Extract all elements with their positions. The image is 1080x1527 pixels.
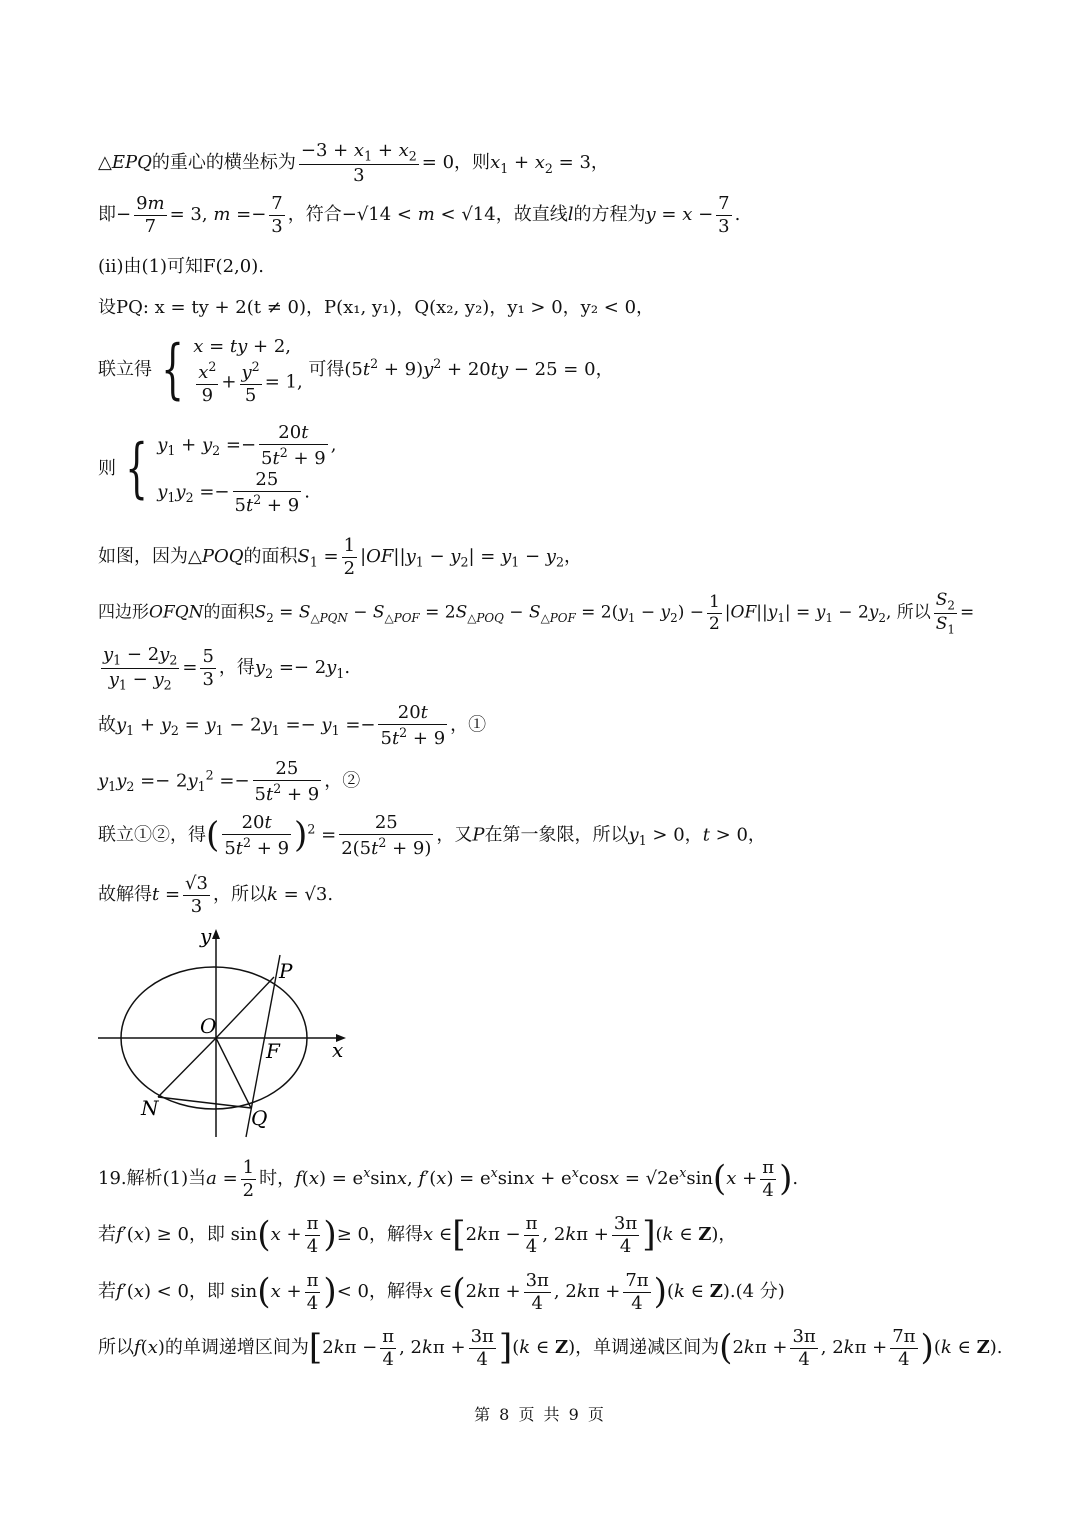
line-17: 所以f(x)的单调递增区间为[2kπ − $\frac{\pi}{4}$ , 2kπ + $\frac{3\pi}{4}$ ](k ∈ Z)，单调递减区间为(2kπ + $\frac{3\pi}{4}$ , 2kπ + $\frac{7\pi}{4}$ )(k ∈ Z). xyxy=(98,1326,1003,1370)
label-o: O xyxy=(200,1014,217,1038)
line-10: 故$y_1 + y_2 = y_1 - 2y_1 =- y_1$ =− $\frac{20t}{5t^2 + 9}$ ，① xyxy=(98,702,487,749)
line-15: 若f′(x) ≥ 0，即 sin(x + $\frac{\pi}{4}$ )≥ 0，解得x ∈[2kπ − $\frac{\pi}{4}$ , 2kπ + $\frac{3\pi}{4}$ ](k ∈ Z)， xyxy=(98,1213,737,1257)
line-13: 故解得t = $\frac{√3}{3}$ ，所以k = √3. xyxy=(98,873,334,917)
label-x: x xyxy=(332,1038,344,1062)
label-n: N xyxy=(141,1096,159,1120)
line-2: 即− $\frac{9m}{7}$ = 3, m =− $\frac{7}{3}$ ，符合−√14 < m < √14，故直线l的方程为y = x − $\frac{7}{3}$ . xyxy=(98,193,741,237)
line-4: 设PQ: x = ty + 2(t ≠ 0)，P(x₁, y₁)，Q(x₂, y₂)，y₁ > 0，y₂ < 0， xyxy=(98,297,655,318)
label-p: P xyxy=(279,959,293,983)
line-12: 联立①②，得( $\frac{20t}{5t^2 + 9}$ )$^2$ = $\frac{25}{2(5t^2 + 9)}$ ，又P在第一象限，所以$y_1 > 0$，t > 0， xyxy=(98,812,766,859)
line-6: 则 { $y_1 + y_2$ =− $\frac{20t}{5t^2 + 9}$ , $y_1y_2$ =− $\frac{25}{5t^2 + 9}$ . xyxy=(98,422,337,516)
page-footer: 第 8 页 共 9 页 xyxy=(474,1405,606,1424)
line-9: $\frac{y_1 - 2y_2}{y_1 - y_2}$ = $\frac{5}{3}$ ，得$y_2 =- 2y_1$. xyxy=(103,644,351,693)
line-5: 联立得 { x = ty + 2, $\frac{x^2}{9}$ + $\frac{y^2}{5}$ = 1, 可得$(5t^2 + 9)y^2 + 20ty - 25 = 0$， xyxy=(98,331,614,407)
line-11: $y_1y_2 =- 2y_1^2$ =− $\frac{25}{5t^2 + 9}$ ，② xyxy=(98,758,361,805)
label-y: y xyxy=(200,925,212,948)
ellipse-figure xyxy=(96,925,356,1140)
label-f: F xyxy=(266,1039,280,1063)
line-7: 如图，因为△POQ的面积$S_1$ = $\frac{1}{2}$ $|OF||y_1 - y_2| = y_1 - y_2$， xyxy=(98,535,582,579)
line-16: 若f′(x) < 0，即 sin(x + $\frac{\pi}{4}$ )< 0，解得x ∈(2kπ + $\frac{3\pi}{4}$ , 2kπ + $\frac{7\pi}{4}$ )(k ∈ Z).(4 分) xyxy=(98,1270,785,1314)
line-1: △EPQ的重心的横坐标为 $\frac{-3 + x_1 + x_2}{3}$ = 0，则$x_1 + x_2 = 3$， xyxy=(98,140,609,186)
line-14: 19.解析(1)当a = $\frac{1}{2}$ 时，$f(x) = e^x\sin x$, $f'(x) = e^x\sin x + e^x\cos x = √2e^x\sin(x$ + $\frac{\pi}{4}$ ). xyxy=(98,1157,799,1201)
label-q: Q xyxy=(251,1106,268,1130)
line-8: 四边形OFQN的面积$S_2 = S_{\triangle PQN} - S_{\triangle POF} = 2S_{\triangle POQ} - S_{\triangle POF} = 2(y_1 - y_2)$ − $\frac{1}{2}$ $|OF||y_1| = y_1 - 2y_2$, 所以 $\frac{S_2}{S_1}$ = xyxy=(98,590,975,637)
line-3: (ii)由(1)可知F(2,0). xyxy=(98,256,264,277)
